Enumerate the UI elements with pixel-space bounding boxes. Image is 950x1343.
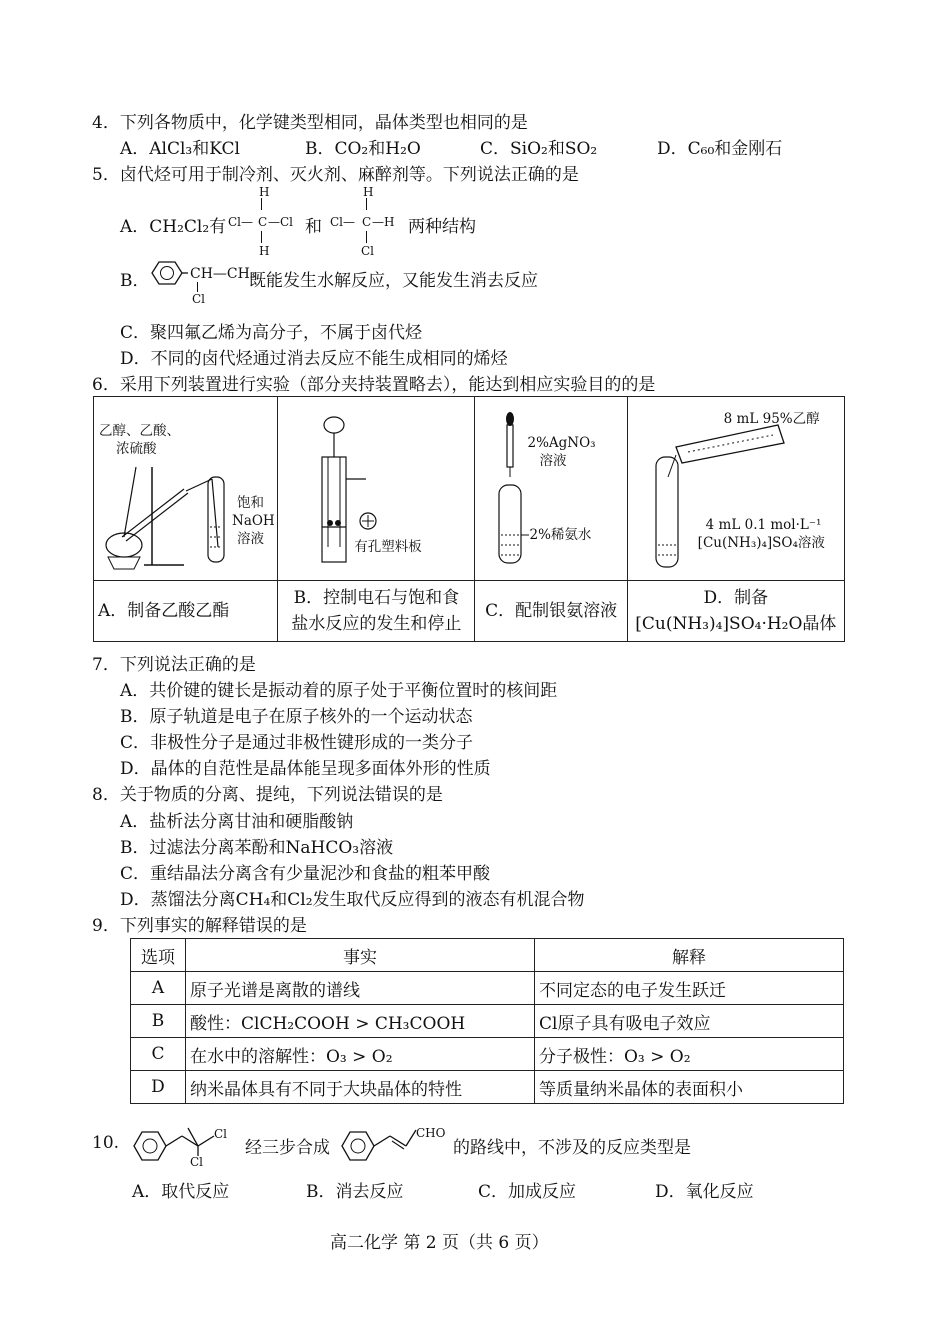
struct2-left: Cl— xyxy=(330,215,356,229)
q4-stem: 4．下列各物质中，化学键类型相同，晶体类型也相同的是 xyxy=(92,113,528,133)
apparatus-a-label-reagents: 乙醇、乙酸、 xyxy=(99,423,180,439)
q8-option-c: C．重结晶法分离含有少量泥沙和食盐的粗苯甲酸 xyxy=(120,864,491,884)
apparatus-c-label-agno3: 2%AgNO₃ xyxy=(527,435,596,451)
apparatus-d-label-conc: 4 mL 0.1 mol·L⁻¹ xyxy=(705,517,822,533)
apparatus-d-caption: D．制备[Cu(NH₃)₄]SO₄·H₂O晶体 xyxy=(627,581,844,642)
apparatus-b-label: 有孔塑料板 xyxy=(354,539,422,555)
q5-option-b-suffix: 既能发生水解反应，又能发生消去反应 xyxy=(249,271,538,291)
benzene-ring-icon xyxy=(146,258,188,288)
q10-option-b: B．消去反应 xyxy=(306,1182,404,1202)
apparatus-d xyxy=(627,397,844,581)
q7-stem: 7．下列说法正确的是 xyxy=(92,655,256,675)
q7-option-b: B．原子轨道是电子在原子核外的一个运动状态 xyxy=(120,707,473,727)
q9-cell-fact: 原子光谱是离散的谱线 xyxy=(186,972,535,1005)
q6-stem: 6．采用下列装置进行实验（部分夹持装置略去），能达到相应实验目的的是 xyxy=(92,375,656,395)
apparatus-a-label-sol: 溶液 xyxy=(237,531,264,547)
q9-header-row xyxy=(131,939,844,972)
struct2-bond-top xyxy=(366,198,367,210)
q5-stem: 5．卤代烃可用于制冷剂、灭火剂、麻醉剂等。下列说法正确的是 xyxy=(92,165,579,185)
q9-cell-option: D xyxy=(131,1071,186,1104)
q5-option-a-prefix: A．CH₂Cl₂有 xyxy=(120,217,227,237)
apparatus-d-label-ethanol: 8 mL 95%乙醇 xyxy=(723,411,820,427)
struct1-bond-top xyxy=(261,198,262,210)
struct1-left: Cl— xyxy=(228,215,254,229)
carbide-apparatus-icon xyxy=(278,397,474,580)
apparatus-a-label-sat: 饱和 xyxy=(237,495,264,511)
crystal-apparatus-icon xyxy=(628,397,844,580)
silver-ammonia-apparatus-icon xyxy=(475,397,626,580)
q9-header-option: 选项 xyxy=(131,939,186,972)
apparatus-c-label-sol: 溶液 xyxy=(539,453,567,469)
apparatus-d-label-complex: [Cu(NH₃)₄]SO₄溶液 xyxy=(697,535,825,551)
q9-header-explanation: 解释 xyxy=(535,939,844,972)
q10-option-a: A．取代反应 xyxy=(132,1182,230,1202)
q5-option-c: C．聚四氟乙烯为高分子，不属于卤代烃 xyxy=(120,323,423,343)
struct3-chain: CH—CH₃ xyxy=(190,266,256,282)
table-row xyxy=(131,1038,844,1071)
q9-cell-explanation: 不同定态的电子发生跃迁 xyxy=(535,972,844,1005)
table-row xyxy=(131,1071,844,1104)
q9-cell-fact: 酸性：ClCH₂COOH > CH₃COOH xyxy=(186,1005,535,1038)
q9-cell-explanation: Cl原子具有吸电子效应 xyxy=(535,1005,844,1038)
apparatus-a-caption: A．制备乙酸乙酯 xyxy=(94,581,278,642)
struct3-sub: Cl xyxy=(192,292,206,306)
q10-end-text: 的路线中，不涉及的反应类型是 xyxy=(453,1138,691,1158)
q9-cell-option: A xyxy=(131,972,186,1005)
q10-cho-label: CHO xyxy=(416,1126,446,1140)
table-row xyxy=(131,972,844,1005)
apparatus-b xyxy=(278,397,475,581)
apparatus-a-label-naoh: NaOH xyxy=(232,513,275,529)
q8-stem: 8．关于物质的分离、提纯，下列说法错误的是 xyxy=(92,785,443,805)
q8-option-b: B．过滤法分离苯酚和NaHCO₃溶液 xyxy=(120,838,394,858)
q10-cl-label-2: Cl xyxy=(190,1155,204,1169)
q8-option-a: A．盐析法分离甘油和硬脂酸钠 xyxy=(120,812,354,832)
q10-mid-text: 经三步合成 xyxy=(245,1138,330,1158)
q4-option-a: A．AlCl₃和KCl xyxy=(120,139,240,159)
apparatus-a xyxy=(94,397,278,581)
table-row xyxy=(131,1005,844,1038)
q5-option-b-prefix: B． xyxy=(120,271,150,291)
apparatus-a-label-acid: 浓硫酸 xyxy=(116,441,157,457)
struct1-right: —Cl xyxy=(268,215,294,229)
q9-cell-option: C xyxy=(131,1038,186,1071)
dichloro-compound-icon xyxy=(128,1118,238,1170)
esterification-apparatus-icon xyxy=(94,397,277,580)
q9-cell-option: B xyxy=(131,1005,186,1038)
q4-option-d: D．C₆₀和金刚石 xyxy=(657,139,783,159)
struct2-top: H xyxy=(363,185,374,199)
q5-option-a-suffix: 两种结构 xyxy=(408,217,476,237)
struct3-bond xyxy=(197,282,198,292)
q9-cell-fact: 在水中的溶解性：O₃ > O₂ xyxy=(186,1038,535,1071)
q9-cell-fact: 纳米晶体具有不同于大块晶体的特性 xyxy=(186,1071,535,1104)
q7-option-c: C．非极性分子是通过非极性键形成的一类分子 xyxy=(120,733,474,753)
apparatus-c-label-ammonia: 2%稀氨水 xyxy=(529,527,592,543)
apparatus-b-caption: B．控制电石与饱和食盐水反应的发生和停止 xyxy=(278,581,475,642)
struct1-bottom: H xyxy=(259,244,270,258)
page-footer: 高二化学 第 2 页（共 6 页） xyxy=(330,1233,549,1253)
q10-number: 10. xyxy=(92,1133,120,1153)
q10-option-c: C．加成反应 xyxy=(478,1182,577,1202)
q7-option-a: A．共价键的键长是振动着的原子处于平衡位置时的核间距 xyxy=(120,681,558,701)
struct2-bottom: Cl xyxy=(361,244,375,258)
q9-stem: 9．下列事实的解释错误的是 xyxy=(92,916,307,936)
struct2-right: —H xyxy=(372,215,395,229)
q5-option-a-mid: 和 xyxy=(305,217,322,237)
q9-table xyxy=(130,938,844,1104)
struct1-center: C xyxy=(258,215,268,229)
q9-cell-explanation: 分子极性：O₃ > O₂ xyxy=(535,1038,844,1071)
q7-option-d: D．晶体的自范性是晶体能呈现多面体外形的性质 xyxy=(120,759,491,779)
q8-option-d: D．蒸馏法分离CH₄和Cl₂发生取代反应得到的液态有机混合物 xyxy=(120,890,585,910)
struct1-bond-bottom xyxy=(261,231,262,243)
q6-apparatus-table xyxy=(93,396,845,642)
apparatus-c xyxy=(475,397,627,581)
q10-option-d: D．氧化反应 xyxy=(655,1182,754,1202)
q9-header-fact: 事实 xyxy=(186,939,535,972)
apparatus-c-caption: C．配制银氨溶液 xyxy=(475,581,627,642)
struct2-bond-bottom xyxy=(366,231,367,243)
q5-option-d: D．不同的卤代烃通过消去反应不能生成相同的烯烃 xyxy=(120,349,508,369)
struct1-top: H xyxy=(259,185,270,199)
q4-option-c: C．SiO₂和SO₂ xyxy=(480,139,598,159)
q10-cl-label-1: Cl xyxy=(214,1127,228,1141)
q4-option-b: B．CO₂和H₂O xyxy=(305,139,421,159)
q9-cell-explanation: 等质量纳米晶体的表面积小 xyxy=(535,1071,844,1104)
struct2-center: C xyxy=(362,215,372,229)
